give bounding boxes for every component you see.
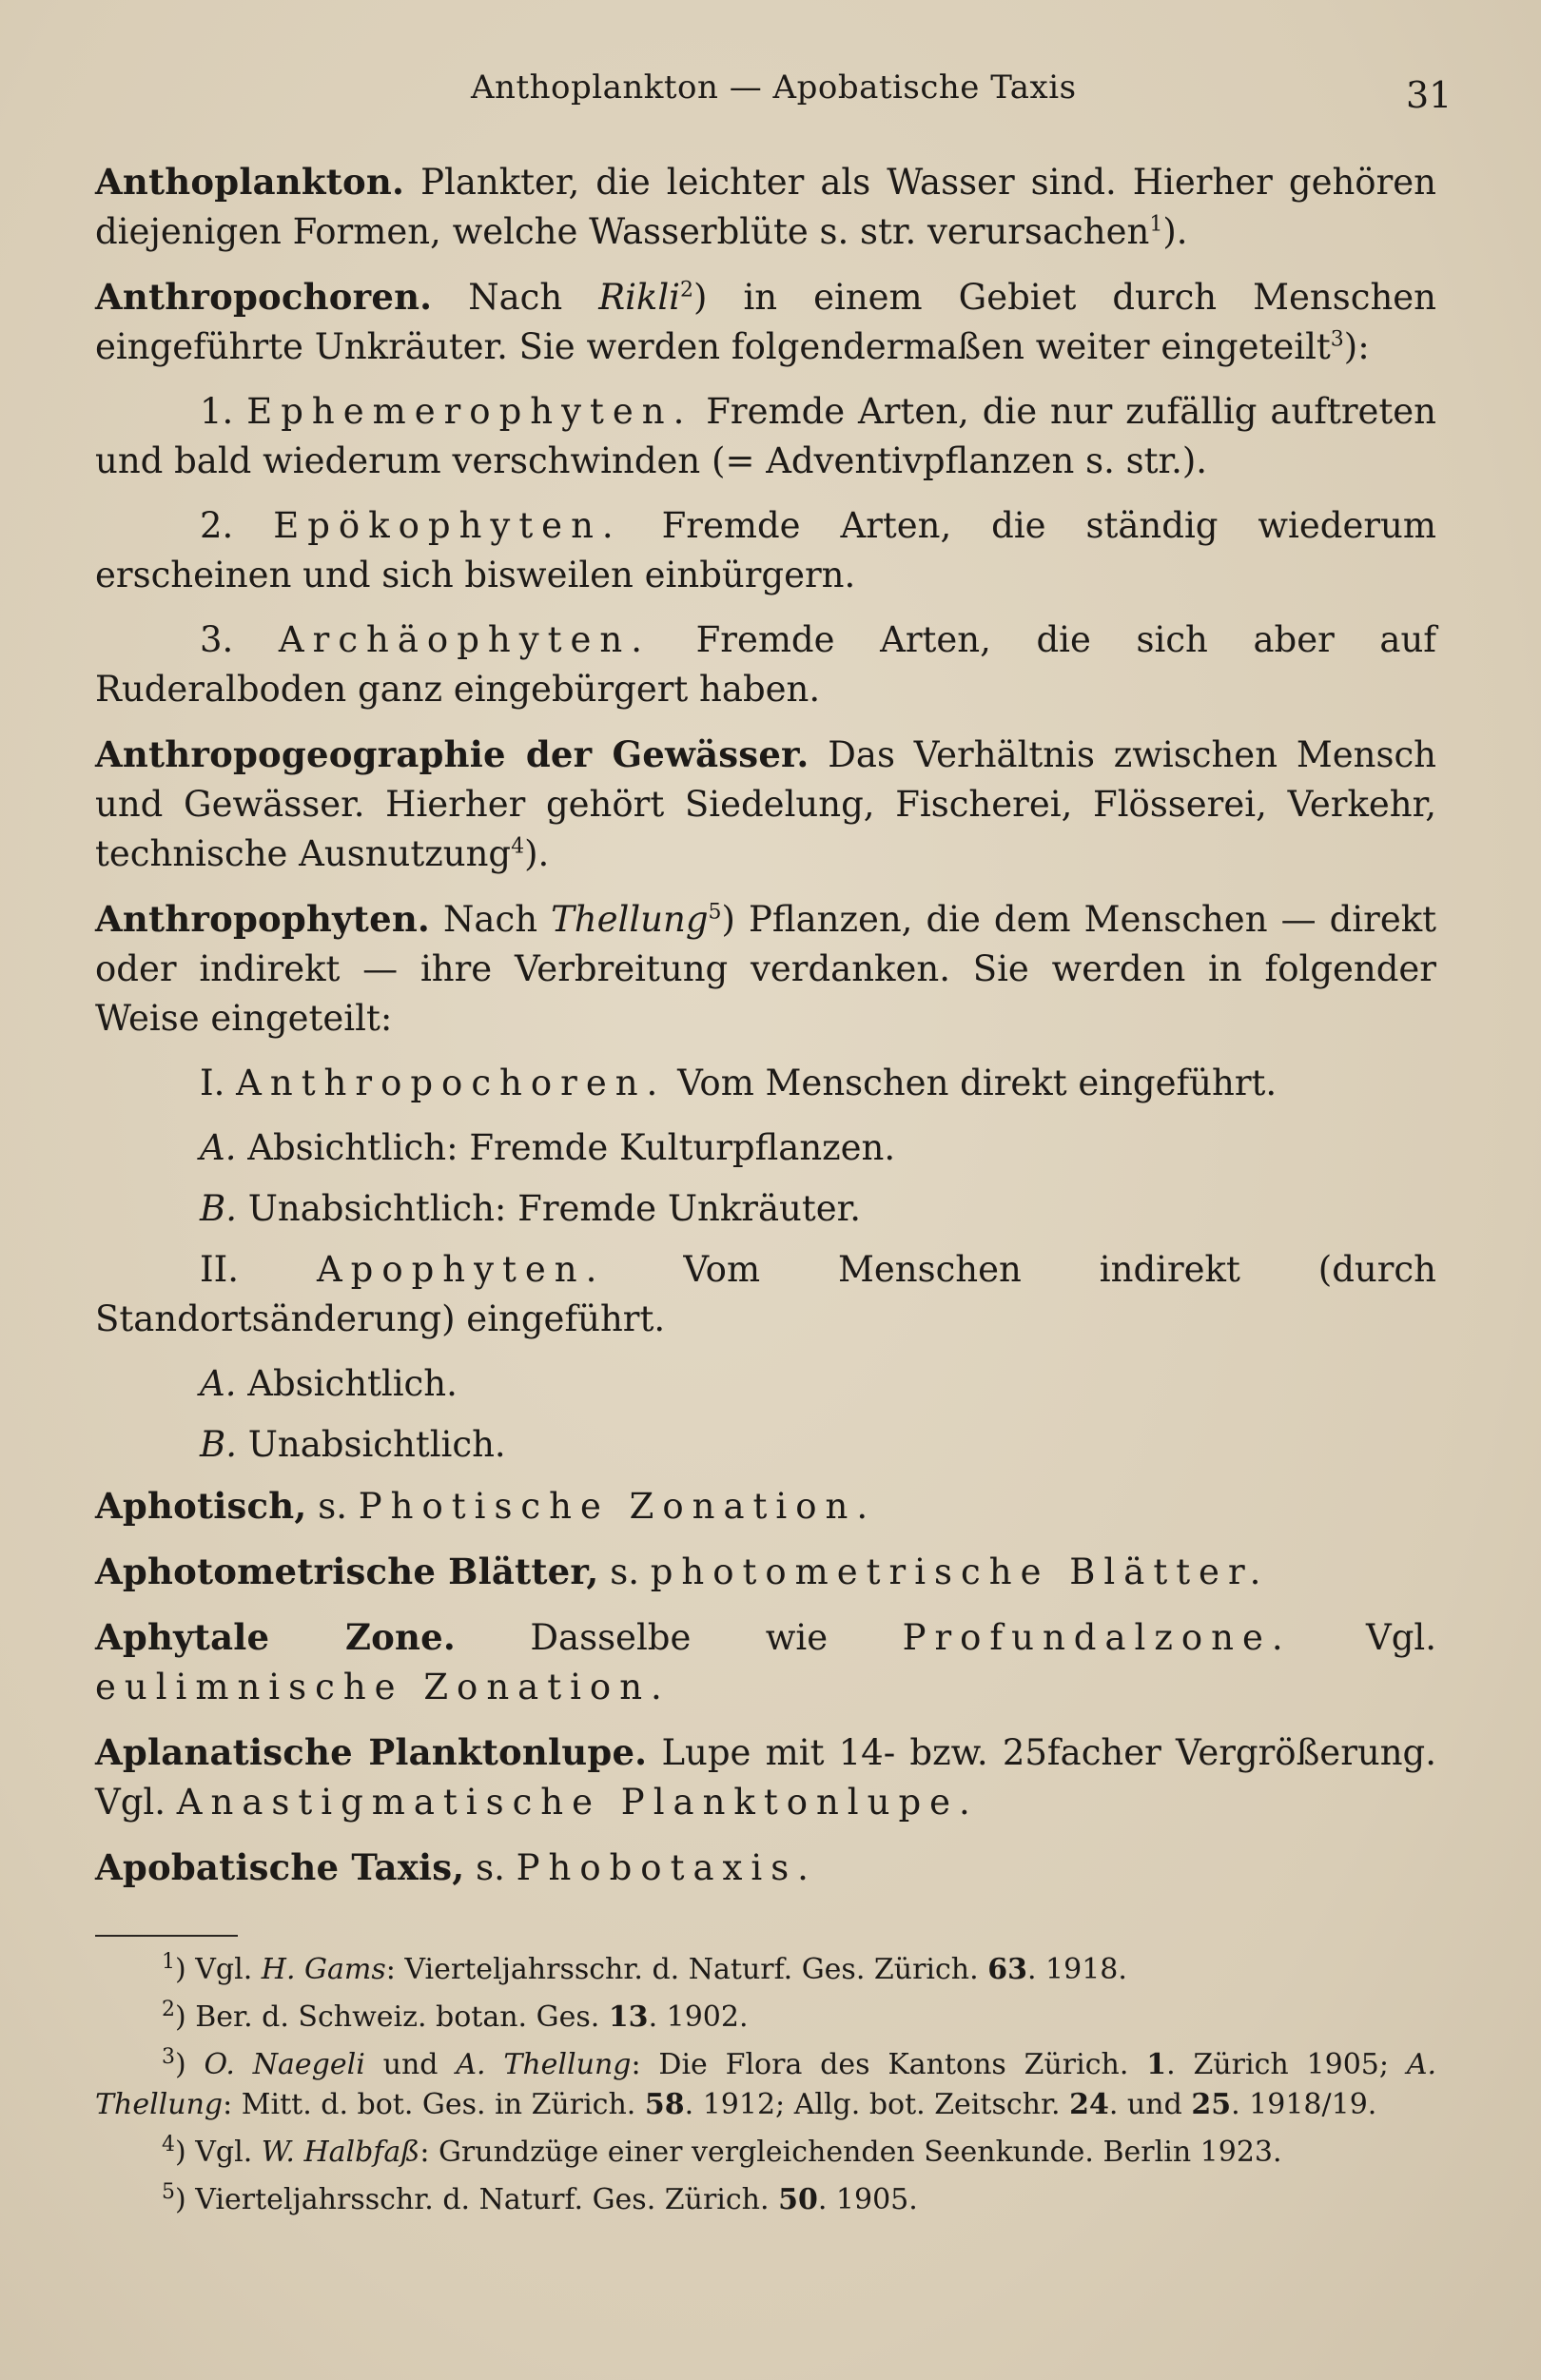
- definition: Vgl.: [1291, 1617, 1436, 1658]
- footnote-mark: 5: [708, 900, 722, 925]
- definition: s.: [598, 1551, 651, 1592]
- footnote-number: 5: [162, 2180, 175, 2204]
- item-term: Epökophyten.: [273, 505, 622, 546]
- item-number: 1.: [200, 391, 247, 432]
- entry-aphotisch: [95, 1481, 1436, 1531]
- entry-aphytale-zone: [95, 1612, 1436, 1712]
- sub-letter: A.: [200, 1363, 237, 1404]
- group-number: II.: [200, 1249, 317, 1290]
- footnote-text: : Mitt. d. bot. Ges. in Zürich.: [223, 2088, 645, 2121]
- author-name: W. Halbfaß: [261, 2136, 420, 2169]
- running-head: [0, 68, 1541, 116]
- list-item: [95, 615, 1436, 714]
- cross-reference: Photische Zonation.: [358, 1486, 877, 1527]
- sub-text: Absichtlich: Fremde Kulturpflanzen.: [236, 1127, 896, 1168]
- sub-letter: B.: [200, 1188, 237, 1229]
- footnote-text: und: [364, 2048, 457, 2081]
- definition: ) in einem Gebiet durch Menschen eingeführte Unkräuter. Sie werden folgendermaßen weiter eingeteilt: [95, 277, 1436, 367]
- footnote-text: . 1905.: [817, 2183, 918, 2216]
- sub-item: [95, 1420, 1436, 1470]
- footnote-text: . und: [1108, 2088, 1192, 2121]
- cross-reference: eulimnische Zonation.: [95, 1667, 671, 1707]
- definition: s.: [306, 1486, 359, 1527]
- lemma: Aphytale Zone.: [95, 1616, 456, 1658]
- lemma: Anthropophyten.: [95, 898, 431, 940]
- lemma: Anthropogeographie der Gewässer.: [95, 733, 810, 775]
- definition: Das Verhältnis zwischen Mensch und Gewässer. Hierher gehört Siedelung, Fischerei, Flösserei, Verkehr, technische Ausnutzung: [95, 734, 1436, 874]
- page-number: 31: [1406, 74, 1453, 116]
- definition: Nach: [430, 899, 552, 940]
- footnote-separator: [95, 1935, 238, 1937]
- entry-anthropophyten: [95, 894, 1436, 1044]
- footnote-mark: 4: [511, 834, 525, 859]
- footnote-text: . Zürich 1905;: [1166, 2048, 1407, 2081]
- definition: Dasselbe wie: [455, 1617, 903, 1658]
- author-name: Rikli: [598, 277, 681, 318]
- group-term: Anthropochoren.: [236, 1063, 667, 1103]
- item-number: 3.: [200, 619, 279, 660]
- footnote-text: : Vierteljahrsschr. d. Naturf. Ges. Zürich.: [385, 1953, 988, 1986]
- definition-end: ):: [1343, 326, 1370, 367]
- definition: Plankter, die leichter als Wasser sind. Hierher gehören diejenigen Formen, welche Wasserblüte s. str. verursachen: [95, 162, 1436, 252]
- sub-letter: B.: [200, 1424, 237, 1465]
- author-name: A. Thellung: [456, 2048, 632, 2081]
- footnote-text: : Die Flora des Kantons Zürich.: [631, 2048, 1147, 2081]
- definition: Lupe mit 14- bzw. 25facher Vergrößerung. Vgl.: [95, 1732, 1436, 1823]
- footnote-text: ) Vgl.: [175, 2136, 262, 2169]
- definition: s.: [464, 1847, 517, 1888]
- lemma: Apobatische Taxis,: [95, 1846, 465, 1888]
- group-text: Vom Menschen direkt eingeführt.: [666, 1063, 1278, 1103]
- footnote-mark: 3: [1330, 327, 1344, 352]
- footnote: [95, 1950, 1436, 1990]
- entry-aphotometrische-blaetter: [95, 1547, 1436, 1597]
- lemma: Aphotometrische Blätter,: [95, 1551, 599, 1592]
- footnote-mark: 2: [680, 278, 694, 302]
- lemma: Anthropochoren.: [95, 276, 433, 318]
- cross-reference: Anastigmatische Planktonlupe.: [176, 1782, 979, 1823]
- footnote-number: 2: [162, 1998, 175, 2021]
- author-name: H. Gams: [261, 1953, 386, 1986]
- footnote-text: . 1902.: [648, 2000, 749, 2034]
- cross-reference: Phobotaxis.: [516, 1847, 817, 1888]
- running-title: Anthoplankton — Apobatische Taxis: [471, 68, 1077, 107]
- sub-item: [95, 1123, 1436, 1173]
- group-item: [95, 1059, 1436, 1108]
- volume-number: 50: [778, 2183, 818, 2216]
- volume-number: 63: [987, 1953, 1027, 1986]
- cross-reference: Profundalzone.: [902, 1617, 1292, 1658]
- sub-text: Unabsichtlich.: [236, 1424, 506, 1465]
- group-number: I.: [200, 1063, 237, 1103]
- item-number: 2.: [200, 505, 274, 546]
- footnote-text: : Grundzüge einer vergleichenden Seenkunde. Berlin 1923.: [419, 2136, 1282, 2169]
- lemma: Aphotisch,: [95, 1485, 307, 1527]
- item-text: Fremde Arten, die sich aber auf Ruderalboden ganz eingebürgert haben.: [95, 619, 1436, 710]
- cross-reference: photometrische Blätter.: [650, 1551, 1270, 1592]
- lemma: Aplanatische Planktonlupe.: [95, 1731, 648, 1773]
- footnote-number: 1: [162, 1950, 175, 1974]
- sub-item: [95, 1184, 1436, 1234]
- group-term: Apophyten.: [316, 1249, 606, 1290]
- lemma: Anthoplankton.: [95, 161, 405, 203]
- footnote-text: . 1912; Allg. bot. Zeitschr.: [684, 2088, 1070, 2121]
- volume-number: 58: [644, 2088, 685, 2121]
- footnote-text: ) Vgl.: [175, 1953, 262, 1986]
- sub-item: [95, 1359, 1436, 1409]
- volume-number: 24: [1069, 2088, 1109, 2121]
- definition: Nach: [432, 277, 599, 318]
- item-text: Fremde Arten, die nur zufällig auftreten und bald wiederum verschwinden (= Adventivpflanzen s. str.).: [95, 391, 1436, 481]
- item-text: Fremde Arten, die ständig wiederum erscheinen und sich bisweilen einbürgern.: [95, 505, 1436, 595]
- group-text: Vom Menschen indirekt (durch Standortsänderung) eingeführt.: [95, 1249, 1436, 1339]
- footnote-number: 3: [162, 2045, 175, 2069]
- definition-end: ).: [1162, 211, 1188, 252]
- sub-text: Unabsichtlich: Fremde Unkräuter.: [236, 1188, 861, 1229]
- footnote: [95, 2180, 1436, 2220]
- definition-end: ).: [524, 833, 550, 874]
- footnote-number: 4: [162, 2133, 175, 2156]
- footnote-text: ): [175, 2048, 205, 2081]
- entry-aplanatische-planktonlupe: [95, 1727, 1436, 1827]
- entry-apobatische-taxis: [95, 1843, 1436, 1893]
- item-term: Ephemerophyten.: [246, 391, 693, 432]
- volume-number: 1: [1146, 2048, 1167, 2081]
- footnote-mark: 1: [1149, 212, 1163, 237]
- list-item: [95, 387, 1436, 486]
- entry-anthropochoren: [95, 272, 1436, 372]
- footnotes: [95, 1950, 1436, 2220]
- volume-number: 25: [1191, 2088, 1232, 2121]
- volume-number: 13: [608, 2000, 649, 2034]
- dictionary-text: [95, 157, 1436, 2228]
- footnote: [95, 2045, 1436, 2125]
- footnote-text: ) Ber. d. Schweiz. botan. Ges.: [175, 2000, 609, 2034]
- entry-anthropogeographie: [95, 730, 1436, 879]
- footnote-text: . 1918/19.: [1231, 2088, 1377, 2121]
- entry-anthoplankton: [95, 157, 1436, 257]
- definition: ) Pflanzen, die dem Menschen — direkt oder indirekt — ihre Verbreitung verdanken. Sie werden in folgender Weise eingeteilt:: [95, 899, 1436, 1039]
- footnote: [95, 1998, 1436, 2038]
- author-name: A. Thellung: [95, 2048, 1437, 2121]
- list-item: [95, 501, 1436, 600]
- sub-text: Absichtlich.: [236, 1363, 458, 1404]
- sub-letter: A.: [200, 1127, 237, 1168]
- footnote-text: ) Vierteljahrsschr. d. Naturf. Ges. Zürich.: [175, 2183, 779, 2216]
- author-name: Thellung: [551, 899, 709, 940]
- footnote: [95, 2133, 1436, 2173]
- author-name: O. Naegeli: [204, 2048, 365, 2081]
- item-term: Archäophyten.: [278, 619, 651, 660]
- footnote-text: . 1918.: [1026, 1953, 1127, 1986]
- group-item: [95, 1245, 1436, 1344]
